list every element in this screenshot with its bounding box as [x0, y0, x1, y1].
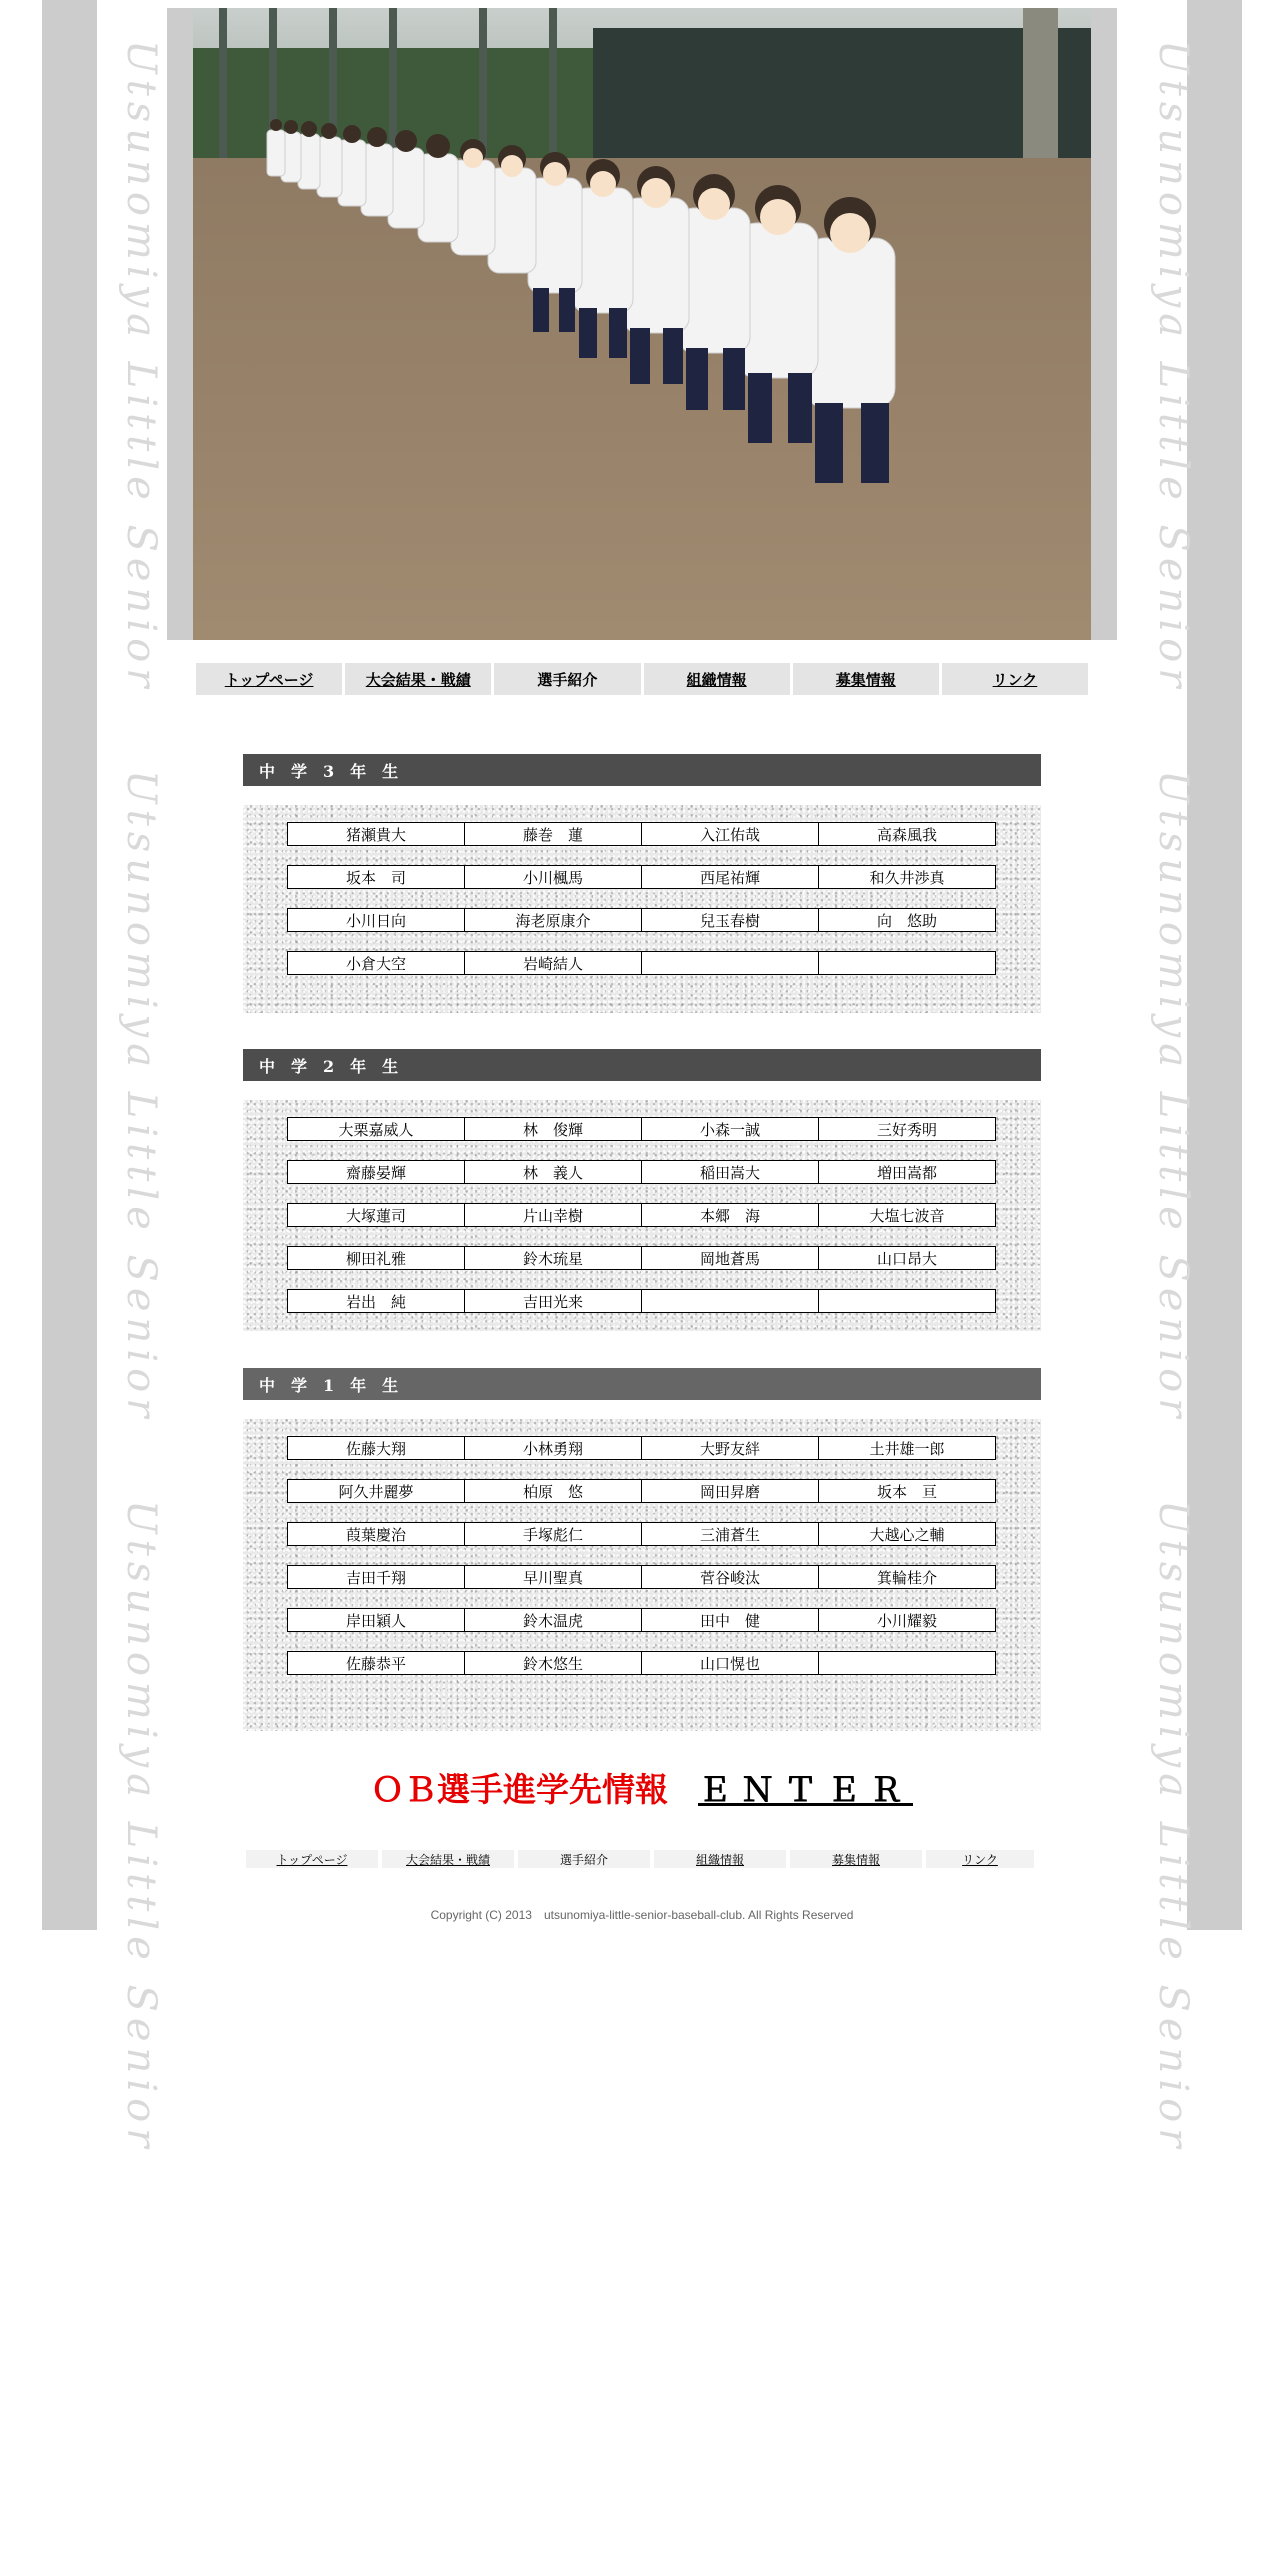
player-name: 岸田穎人 [287, 1608, 465, 1632]
nav-results[interactable]: 大会結果・戦績 [345, 663, 491, 695]
team-photo [193, 8, 1091, 640]
ob-enter-link[interactable]: ＥＮＴＥＲ [698, 1770, 913, 1809]
player-name: 藤巻 蓮 [464, 822, 642, 846]
footer-nav-organization[interactable]: 組織情報 [654, 1850, 786, 1868]
player-name: 岡地蒼馬 [641, 1246, 819, 1270]
section-header-grade2: 中 学 2 年 生 [243, 1049, 1041, 1081]
player-name: 三浦蒼生 [641, 1522, 819, 1546]
player-name: 坂本 司 [287, 865, 465, 889]
table-row [287, 1522, 999, 1546]
footer-nav [246, 1850, 1038, 1868]
player-name: 和久井渉真 [818, 865, 996, 889]
player-name: 葭葉慶治 [287, 1522, 465, 1546]
watermark-left-2: Utsunomiya Little Senior [118, 770, 164, 1424]
player-name: 兒玉春樹 [641, 908, 819, 932]
player-name: 柳田礼雅 [287, 1246, 465, 1270]
footer-nav-links[interactable]: リンク [926, 1850, 1034, 1868]
player-name: 片山幸樹 [464, 1203, 642, 1227]
player-name: 佐藤大翔 [287, 1436, 465, 1460]
player-name: 岩出 純 [287, 1289, 465, 1313]
photo-frame [167, 8, 1117, 640]
player-name: 吉田光来 [464, 1289, 642, 1313]
player-name: 山口昂大 [818, 1246, 996, 1270]
footer-nav-results[interactable]: 大会結果・戦績 [382, 1850, 514, 1868]
player-name [641, 1289, 819, 1313]
footer-nav-recruitment[interactable]: 募集情報 [790, 1850, 922, 1868]
player-name: 西尾祐輝 [641, 865, 819, 889]
table-row [287, 1160, 999, 1184]
player-name: 猪瀬貴大 [287, 822, 465, 846]
table-row [287, 822, 999, 846]
player-name: 鈴木温虎 [464, 1608, 642, 1632]
watermark-right-2: Utsunomiya Little Senior [1150, 770, 1196, 1424]
player-name: 小森一誠 [641, 1117, 819, 1141]
player-name: 佐藤恭平 [287, 1651, 465, 1675]
table-row [287, 908, 999, 932]
nav-links[interactable]: リンク [942, 663, 1088, 695]
player-name: 本郷 海 [641, 1203, 819, 1227]
section-header-grade3: 中 学 3 年 生 [243, 754, 1041, 786]
player-name: 大塚蓮司 [287, 1203, 465, 1227]
player-name: 入江佑哉 [641, 822, 819, 846]
player-name: 高森風我 [818, 822, 996, 846]
table-row [287, 1246, 999, 1270]
table-row [287, 1436, 999, 1460]
player-name: 向 悠助 [818, 908, 996, 932]
player-name: 阿久井麗夢 [287, 1479, 465, 1503]
player-name: 林 義人 [464, 1160, 642, 1184]
player-name: 鈴木琉星 [464, 1246, 642, 1270]
player-name: 大栗嘉威人 [287, 1117, 465, 1141]
player-name: 箕輪桂介 [818, 1565, 996, 1589]
table-row [287, 1117, 999, 1141]
player-name: 田中 健 [641, 1608, 819, 1632]
player-name: 小川楓馬 [464, 865, 642, 889]
player-name: 大野友絆 [641, 1436, 819, 1460]
footer-nav-players[interactable]: 選手紹介 [518, 1850, 650, 1868]
copyright: Copyright (C) 2013 utsunomiya-little-senior-baseball-club. All Rights Reserved [430, 1908, 854, 1922]
player-name: 稲田嵩大 [641, 1160, 819, 1184]
main-nav [196, 663, 1088, 695]
roster-panel-grade1 [243, 1419, 1041, 1731]
nav-recruitment[interactable]: 募集情報 [793, 663, 939, 695]
table-row [287, 951, 999, 975]
player-name: 菅谷峻汰 [641, 1565, 819, 1589]
watermark-right-1: Utsunomiya Little Senior [1150, 40, 1196, 694]
player-name: 小川日向 [287, 908, 465, 932]
table-row [287, 1203, 999, 1227]
table-row [287, 1608, 999, 1632]
player-name: 手塚彪仁 [464, 1522, 642, 1546]
player-name: 吉田千翔 [287, 1565, 465, 1589]
player-name: 小林勇翔 [464, 1436, 642, 1460]
ob-info-link [0, 1764, 1284, 1811]
watermark-left-3: Utsunomiya Little Senior [118, 1500, 164, 2154]
nav-players[interactable]: 選手紹介 [494, 663, 640, 695]
player-name: 山口愰也 [641, 1651, 819, 1675]
player-name [818, 1289, 996, 1313]
player-name: 鈴木悠生 [464, 1651, 642, 1675]
player-name: 小倉大空 [287, 951, 465, 975]
player-name [641, 951, 819, 975]
player-name [818, 1651, 996, 1675]
player-name: 大塩七波音 [818, 1203, 996, 1227]
player-name: 岩崎結人 [464, 951, 642, 975]
table-row [287, 1289, 999, 1313]
table-row [287, 1651, 999, 1675]
roster-panel-grade3 [243, 805, 1041, 1013]
nav-organization[interactable]: 組織情報 [644, 663, 790, 695]
player-name: 土井雄一郎 [818, 1436, 996, 1460]
player-name: 小川耀毅 [818, 1608, 996, 1632]
watermark-right-3: Utsunomiya Little Senior [1150, 1500, 1196, 2154]
player-name: 早川聖真 [464, 1565, 642, 1589]
section-header-grade1: 中 学 1 年 生 [243, 1368, 1041, 1400]
nav-top-page[interactable]: トップページ [196, 663, 342, 695]
player-name [818, 951, 996, 975]
player-name: 岡田昇磨 [641, 1479, 819, 1503]
player-name: 坂本 亘 [818, 1479, 996, 1503]
watermark-left-1: Utsunomiya Little Senior [118, 40, 164, 694]
player-name: 三好秀明 [818, 1117, 996, 1141]
table-row [287, 1479, 999, 1503]
roster-panel-grade2 [243, 1100, 1041, 1331]
player-name: 柏原 悠 [464, 1479, 642, 1503]
player-name: 増田嵩都 [818, 1160, 996, 1184]
table-row [287, 1565, 999, 1589]
player-name: 林 俊輝 [464, 1117, 642, 1141]
ob-info-title[interactable]: ＯＢ選手進学先情報 [371, 1770, 668, 1809]
player-name: 海老原康介 [464, 908, 642, 932]
player-name: 大越心之輔 [818, 1522, 996, 1546]
table-row [287, 865, 999, 889]
player-name: 齋藤晏輝 [287, 1160, 465, 1184]
footer-nav-top-page[interactable]: トップページ [246, 1850, 378, 1868]
